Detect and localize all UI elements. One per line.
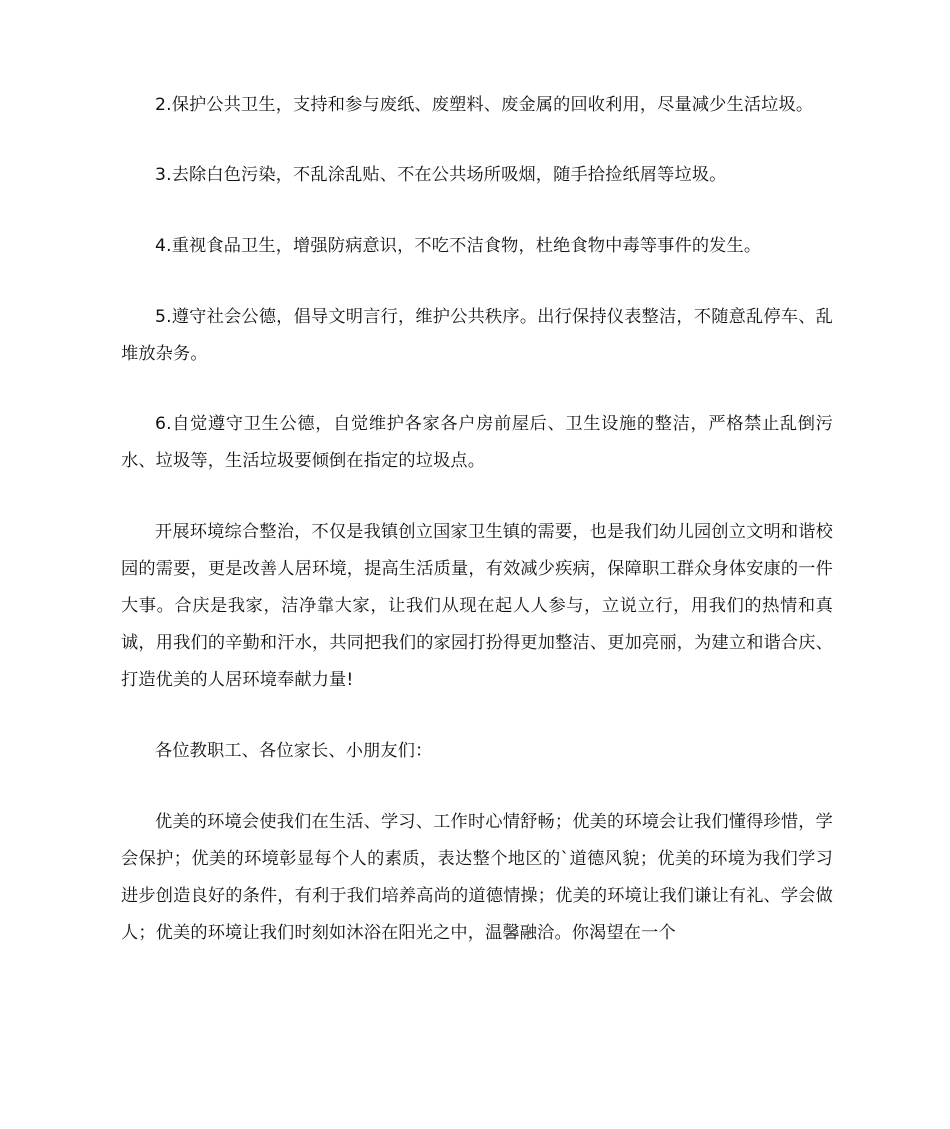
paragraph-renovation-appeal: 开展环境综合整治，不仅是我镇创立国家卫生镇的需要，也是我们幼儿园创立文明和谐校园的需要，更是改善人居环境，提高生活质量，有效减少疾病，保障职工群众身体安康的一件大事。合庆是我家，洁净靠大家，让我们从现在起人人参与，立说立行，用我们的热情和真诚，用我们的辛勤和汗水，共同把我们的家园打扮得更加整洁、更加亮丽，为建立和谐合庆、打造优美的人居环境奉献力量!: [121, 522, 833, 690]
paragraph-item-5: 5.遵守社会公德，倡导文明言行，维护公共秩序。出行保持仪表整洁，不随意乱停车、乱堆放杂务。: [121, 307, 833, 364]
paragraph-item-6: 6.自觉遵守卫生公德，自觉维护各家各户房前屋后、卫生设施的整洁，严格禁止乱倒污水、垃圾等，生活垃圾要倾倒在指定的垃圾点。: [121, 414, 833, 471]
document-body: [121, 87, 833, 952]
paragraph-item-4: 4.重视食品卫生，增强防病意识，不吃不洁食物，杜绝食物中毒等事件的发生。: [155, 236, 762, 256]
paragraph-item-2: 2.保护公共卫生，支持和参与废纸、废塑料、废金属的回收利用，尽量减少生活垃圾。: [155, 95, 814, 115]
paragraph-environment-benefits: 优美的环境会使我们在生活、学习、工作时心情舒畅；优美的环境会让我们懂得珍惜，学会保护；优美的环境彰显每个人的素质，表达整个地区的`道德风貌；优美的环境为我们学习进步创造良好的条件，有利于我们培养高尚的道德情操；优美的环境让我们谦让有礼、学会做人；优美的环境让我们时刻如沐浴在阳光之中，温馨融洽。你渴望在一个: [121, 812, 833, 943]
paragraph-item-3: 3.去除白色污染，不乱涂乱贴、不在公共场所吸烟，随手拾捡纸屑等垃圾。: [155, 165, 727, 185]
paragraph-salutation: 各位教职工、各位家长、小朋友们：: [155, 741, 433, 761]
